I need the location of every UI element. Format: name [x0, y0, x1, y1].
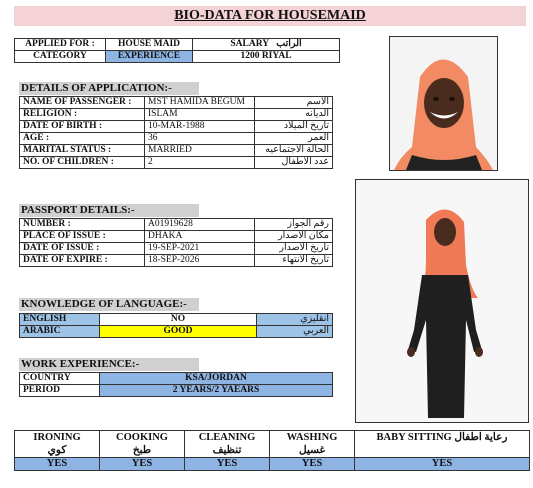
application-heading: DETAILS OF APPLICATION:-: [19, 82, 199, 95]
table-row: [20, 243, 333, 255]
issue-date-value: 19-SEP-2021: [145, 243, 255, 255]
arabic-value: GOOD: [100, 326, 257, 338]
portrait-photo: [389, 36, 498, 171]
salary-label: SALARY: [230, 39, 270, 49]
language-table: [19, 313, 333, 338]
work-heading: WORK EXPERIENCE:-: [19, 358, 199, 371]
passport-heading: PASSPORT DETAILS:-: [19, 204, 199, 217]
skills-table: [14, 430, 530, 471]
passport-number-label: NUMBER :: [20, 219, 145, 231]
skill-cooking-ar: طبخ: [132, 445, 152, 456]
name-label: NAME OF PASSENGER :: [20, 97, 145, 109]
passport-number-value: A01919628: [145, 219, 255, 231]
skill-babysitting: [355, 431, 530, 458]
skill-ironing-en: IRONING: [33, 432, 81, 443]
table-row: [20, 109, 333, 121]
skill-babysitting-ar: رعاية اطفال: [454, 432, 508, 443]
salary-value: 1200 RIYAL: [193, 51, 340, 63]
category-label: CATEGORY: [15, 51, 106, 63]
salary-label-cell: [193, 39, 340, 51]
table-row: [20, 97, 333, 109]
table-row: [20, 121, 333, 133]
language-heading: KNOWLEDGE OF LANGUAGE:-: [19, 298, 199, 311]
table-row: [20, 314, 333, 326]
skill-ironing-value: YES: [15, 458, 100, 471]
passport-table: [19, 218, 333, 267]
religion-value: ISLAM: [145, 109, 255, 121]
applied-for-label: APPLIED FOR :: [15, 39, 106, 51]
salary-arabic: الراتب: [276, 39, 302, 49]
expire-date-label: DATE OF EXPIRE :: [20, 255, 145, 267]
country-label: COUNTRY: [20, 373, 100, 385]
religion-label: RELIGION :: [20, 109, 145, 121]
full-body-photo: [355, 179, 529, 423]
children-arabic: عدد الاطفال: [255, 157, 333, 169]
skill-cooking-value: YES: [100, 458, 185, 471]
religion-arabic: الديانه: [255, 109, 333, 121]
skill-cooking: [100, 431, 185, 458]
english-label: ENGLISH: [20, 314, 100, 326]
dob-value: 10-MAR-1988: [145, 121, 255, 133]
table-row: [20, 145, 333, 157]
expire-date-value: 18-SEP-2026: [145, 255, 255, 267]
skill-ironing-ar: كوي: [47, 445, 67, 456]
skill-babysitting-value: YES: [355, 458, 530, 471]
issue-date-label: DATE OF ISSUE :: [20, 243, 145, 255]
skill-cleaning: [185, 431, 270, 458]
marital-arabic: الحالة الاجتماعيه: [255, 145, 333, 157]
age-value: 36: [145, 133, 255, 145]
period-value: 2 YEARS/2 YAEARS: [100, 385, 333, 397]
skill-cleaning-value: YES: [185, 458, 270, 471]
dob-arabic: تاريخ الميلاد: [255, 121, 333, 133]
portrait-image: [390, 37, 497, 170]
passport-number-arabic: رقم الجواز: [255, 219, 333, 231]
table-row: [20, 326, 333, 338]
skill-cleaning-ar: تنظيف: [212, 445, 242, 456]
period-label: PERIOD: [20, 385, 100, 397]
category-value: EXPERIENCE: [106, 51, 193, 63]
english-value: NO: [100, 314, 257, 326]
name-value: MST HAMIDA BEGUM: [145, 97, 255, 109]
marital-value: MARRIED: [145, 145, 255, 157]
english-arabic: انقليزي: [257, 314, 333, 326]
country-value: KSA/JORDAN: [100, 373, 333, 385]
name-arabic: الاسم: [255, 97, 333, 109]
arabic-arabic: العربي: [257, 326, 333, 338]
skill-washing-value: YES: [270, 458, 355, 471]
age-label: AGE :: [20, 133, 145, 145]
skill-washing-ar: غسيل: [299, 445, 325, 456]
arabic-label: ARABIC: [20, 326, 100, 338]
skill-cleaning-en: CLEANING: [198, 432, 256, 443]
skills-value-row: [15, 458, 530, 471]
header-table: [14, 38, 340, 63]
table-row: [20, 219, 333, 231]
table-row: [20, 255, 333, 267]
place-of-issue-label: PLACE OF ISSUE :: [20, 231, 145, 243]
skill-ironing: [15, 431, 100, 458]
skill-washing-en: WASHING: [286, 432, 338, 443]
expire-date-arabic: تاريخ الانتهاء: [255, 255, 333, 267]
full-body-image: [356, 180, 528, 422]
issue-date-arabic: تاريخ الاصدار: [255, 243, 333, 255]
application-table: [19, 96, 333, 169]
table-row: [20, 373, 333, 385]
table-row: [20, 157, 333, 169]
children-value: 2: [145, 157, 255, 169]
age-arabic: العمر: [255, 133, 333, 145]
table-row: [20, 385, 333, 397]
marital-label: MARITAL STATUS :: [20, 145, 145, 157]
table-row: [20, 231, 333, 243]
place-of-issue-value: DHAKA: [145, 231, 255, 243]
skill-washing: [270, 431, 355, 458]
skills-header-row: [15, 431, 530, 458]
dob-label: DATE OF BIRTH :: [20, 121, 145, 133]
table-row: [20, 133, 333, 145]
children-label: NO. OF CHILDREN :: [20, 157, 145, 169]
skill-babysitting-en: BABY SITTING: [376, 432, 452, 443]
place-of-issue-arabic: مكان الاصدار: [255, 231, 333, 243]
page-title: BIO-DATA FOR HOUSEMAID: [14, 6, 526, 26]
applied-for-value: HOUSE MAID: [106, 39, 193, 51]
skill-cooking-en: COOKING: [116, 432, 168, 443]
work-table: [19, 372, 333, 397]
